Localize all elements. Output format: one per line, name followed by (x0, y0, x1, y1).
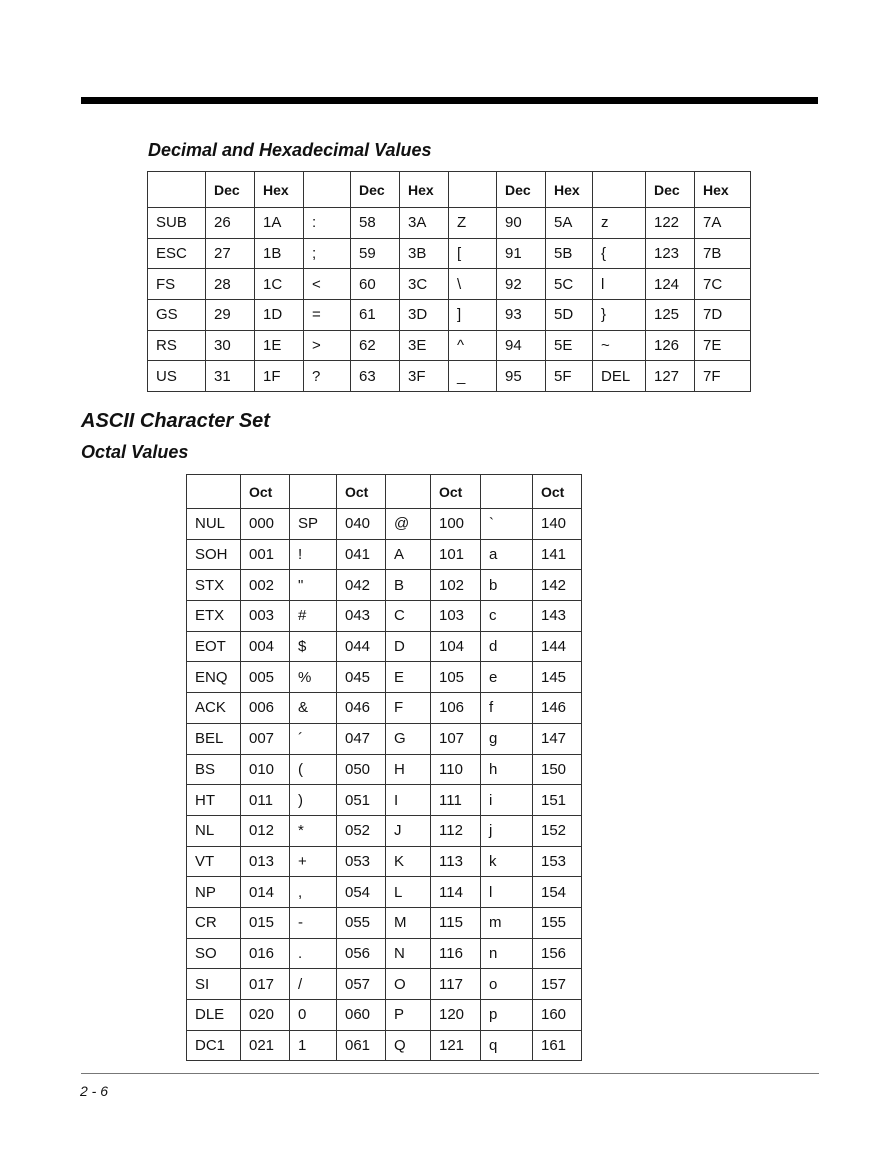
table-row (187, 509, 582, 540)
octal-cell: HT (187, 785, 241, 816)
octal-cell: 153 (533, 846, 582, 877)
octal-cell: % (290, 662, 337, 693)
dec-hex-cell: 31 (206, 361, 255, 392)
octal-cell: 151 (533, 785, 582, 816)
octal-cell: 002 (241, 570, 290, 601)
dec-hex-cell: 122 (646, 208, 695, 239)
dec-hex-header-cell: Hex (695, 172, 751, 208)
octal-cell: 053 (337, 846, 386, 877)
dec-hex-cell: 91 (497, 238, 546, 269)
octal-cell: 054 (337, 877, 386, 908)
octal-cell: 161 (533, 1030, 582, 1061)
octal-cell: # (290, 601, 337, 632)
dec-hex-cell: 5A (546, 208, 593, 239)
octal-cell: $ (290, 631, 337, 662)
octal-title: Octal Values (81, 442, 189, 462)
octal-cell: 041 (337, 539, 386, 570)
dec-hex-header-cell: Dec (206, 172, 255, 208)
dec-hex-cell: 1A (255, 208, 304, 239)
octal-cell: 102 (431, 570, 481, 601)
dec-hex-cell: 90 (497, 208, 546, 239)
octal-cell: . (290, 938, 337, 969)
octal-cell: SOH (187, 539, 241, 570)
dec-hex-cell: { (593, 238, 646, 269)
octal-cell: SO (187, 938, 241, 969)
octal-cell: f (481, 693, 533, 724)
octal-cell: 044 (337, 631, 386, 662)
dec-hex-cell: 124 (646, 269, 695, 300)
dec-hex-header-row (148, 172, 751, 208)
octal-cell: g (481, 723, 533, 754)
octal-cell: 142 (533, 570, 582, 601)
octal-cell: DLE (187, 1000, 241, 1031)
table-row (187, 631, 582, 662)
table-row (148, 269, 751, 300)
dec-hex-cell: 1B (255, 238, 304, 269)
table-row (187, 877, 582, 908)
dec-hex-cell: 123 (646, 238, 695, 269)
octal-cell: ` (481, 509, 533, 540)
dec-hex-cell: : (304, 208, 351, 239)
octal-cell: 017 (241, 969, 290, 1000)
dec-hex-cell: GS (148, 300, 206, 331)
dec-hex-cell: US (148, 361, 206, 392)
octal-cell: 060 (337, 1000, 386, 1031)
dec-hex-cell: 7B (695, 238, 751, 269)
octal-cell: 040 (337, 509, 386, 540)
octal-cell: q (481, 1030, 533, 1061)
dec-hex-cell: 5E (546, 330, 593, 361)
octal-cell: o (481, 969, 533, 1000)
octal-cell: 014 (241, 877, 290, 908)
octal-cell: + (290, 846, 337, 877)
dec-hex-cell: FS (148, 269, 206, 300)
dec-hex-cell: 127 (646, 361, 695, 392)
octal-cell: d (481, 631, 533, 662)
octal-cell: EOT (187, 631, 241, 662)
octal-cell: 120 (431, 1000, 481, 1031)
octal-cell: 147 (533, 723, 582, 754)
octal-cell: D (386, 631, 431, 662)
octal-cell: 146 (533, 693, 582, 724)
octal-cell: I (386, 785, 431, 816)
dec-hex-header-cell (593, 172, 646, 208)
octal-cell: SI (187, 969, 241, 1000)
octal-cell: C (386, 601, 431, 632)
octal-cell: 057 (337, 969, 386, 1000)
octal-cell: 101 (431, 539, 481, 570)
octal-cell: SP (290, 509, 337, 540)
octal-cell: l (481, 877, 533, 908)
octal-cell: ACK (187, 693, 241, 724)
table-row (187, 815, 582, 846)
octal-cell: L (386, 877, 431, 908)
dec-hex-cell: 7C (695, 269, 751, 300)
octal-cell: B (386, 570, 431, 601)
dec-hex-cell: 60 (351, 269, 400, 300)
octal-cell: 145 (533, 662, 582, 693)
octal-cell: P (386, 1000, 431, 1031)
dec-hex-cell: z (593, 208, 646, 239)
dec-hex-cell: DEL (593, 361, 646, 392)
section-title: ASCII Character Set (81, 410, 270, 432)
octal-cell: ! (290, 539, 337, 570)
octal-cell: ( (290, 754, 337, 785)
dec-hex-cell: 59 (351, 238, 400, 269)
octal-cell: 012 (241, 815, 290, 846)
footer-rule (81, 1073, 819, 1074)
dec-hex-cell: 95 (497, 361, 546, 392)
octal-cell: M (386, 907, 431, 938)
octal-cell: 003 (241, 601, 290, 632)
dec-hex-cell: 63 (351, 361, 400, 392)
octal-cell: 155 (533, 907, 582, 938)
table-row (187, 1000, 582, 1031)
dec-hex-cell: > (304, 330, 351, 361)
octal-cell: 001 (241, 539, 290, 570)
octal-cell: 047 (337, 723, 386, 754)
octal-cell: 115 (431, 907, 481, 938)
octal-cell: 156 (533, 938, 582, 969)
octal-cell: 107 (431, 723, 481, 754)
octal-cell: 061 (337, 1030, 386, 1061)
dec-hex-cell: ] (449, 300, 497, 331)
octal-cell: 106 (431, 693, 481, 724)
octal-cell: NP (187, 877, 241, 908)
dec-hex-cell: 3B (400, 238, 449, 269)
dec-hex-cell: ; (304, 238, 351, 269)
octal-cell: A (386, 539, 431, 570)
table-row (187, 907, 582, 938)
octal-cell: 045 (337, 662, 386, 693)
octal-cell: h (481, 754, 533, 785)
dec-hex-cell: 58 (351, 208, 400, 239)
table-row (187, 693, 582, 724)
table-row (187, 969, 582, 1000)
octal-header-cell (187, 475, 241, 509)
dec-hex-cell: } (593, 300, 646, 331)
table-row (187, 938, 582, 969)
octal-cell: 0 (290, 1000, 337, 1031)
octal-cell: J (386, 815, 431, 846)
octal-cell: 1 (290, 1030, 337, 1061)
octal-cell: 020 (241, 1000, 290, 1031)
dec-hex-cell: Z (449, 208, 497, 239)
dec-hex-cell: 3C (400, 269, 449, 300)
octal-cell: 052 (337, 815, 386, 846)
octal-cell: 013 (241, 846, 290, 877)
octal-cell: 000 (241, 509, 290, 540)
octal-cell: 116 (431, 938, 481, 969)
octal-cell: & (290, 693, 337, 724)
octal-cell: CR (187, 907, 241, 938)
octal-header-cell (386, 475, 431, 509)
octal-cell: 111 (431, 785, 481, 816)
table-row (148, 300, 751, 331)
dec-hex-header-cell (148, 172, 206, 208)
octal-cell: 005 (241, 662, 290, 693)
dec-hex-cell: 3F (400, 361, 449, 392)
table-row (187, 846, 582, 877)
octal-cell: 144 (533, 631, 582, 662)
octal-cell: 157 (533, 969, 582, 1000)
dec-hex-cell: 61 (351, 300, 400, 331)
dec-hex-cell: ESC (148, 238, 206, 269)
dec-hex-cell: 3D (400, 300, 449, 331)
header-rule (81, 97, 818, 104)
dec-hex-cell: \ (449, 269, 497, 300)
table-row (148, 361, 751, 392)
dec-hex-cell: 27 (206, 238, 255, 269)
dec-hex-cell: SUB (148, 208, 206, 239)
octal-cell: 051 (337, 785, 386, 816)
octal-cell: 114 (431, 877, 481, 908)
dec-hex-header-cell (449, 172, 497, 208)
octal-cell: 104 (431, 631, 481, 662)
octal-cell: 112 (431, 815, 481, 846)
dec-hex-cell: 29 (206, 300, 255, 331)
table-row (187, 1030, 582, 1061)
octal-cell: b (481, 570, 533, 601)
table-row (187, 754, 582, 785)
octal-header-cell (481, 475, 533, 509)
octal-cell: 010 (241, 754, 290, 785)
dec-hex-cell: _ (449, 361, 497, 392)
page-number: 2 - 6 (80, 1083, 109, 1099)
dec-hex-cell: = (304, 300, 351, 331)
dec-hex-title: Decimal and Hexadecimal Values (148, 140, 432, 160)
table-row (187, 539, 582, 570)
octal-cell: 042 (337, 570, 386, 601)
octal-cell: 141 (533, 539, 582, 570)
octal-cell: i (481, 785, 533, 816)
octal-cell: F (386, 693, 431, 724)
octal-cell: 021 (241, 1030, 290, 1061)
octal-cell: 016 (241, 938, 290, 969)
dec-hex-cell: 5F (546, 361, 593, 392)
octal-cell: 103 (431, 601, 481, 632)
octal-header-cell (290, 475, 337, 509)
octal-cell: ) (290, 785, 337, 816)
dec-hex-cell: 1C (255, 269, 304, 300)
octal-cell: c (481, 601, 533, 632)
dec-hex-cell: 3E (400, 330, 449, 361)
octal-cell: p (481, 1000, 533, 1031)
dec-hex-header-cell: Hex (255, 172, 304, 208)
octal-cell: 004 (241, 631, 290, 662)
octal-cell: 113 (431, 846, 481, 877)
octal-cell: K (386, 846, 431, 877)
table-row (187, 601, 582, 632)
table-row (187, 723, 582, 754)
octal-cell: a (481, 539, 533, 570)
octal-header-cell: Oct (533, 475, 582, 509)
octal-cell: 006 (241, 693, 290, 724)
dec-hex-table (147, 171, 751, 392)
dec-hex-cell: 3A (400, 208, 449, 239)
octal-cell: 056 (337, 938, 386, 969)
table-row (187, 662, 582, 693)
dec-hex-header-cell: Dec (351, 172, 400, 208)
octal-cell: Q (386, 1030, 431, 1061)
octal-cell: - (290, 907, 337, 938)
dec-hex-cell: 126 (646, 330, 695, 361)
dec-hex-cell: 5C (546, 269, 593, 300)
octal-cell: 150 (533, 754, 582, 785)
dec-hex-cell: 1F (255, 361, 304, 392)
dec-hex-cell: 94 (497, 330, 546, 361)
octal-table (186, 474, 582, 1061)
octal-cell: BS (187, 754, 241, 785)
octal-cell: / (290, 969, 337, 1000)
octal-cell: VT (187, 846, 241, 877)
dec-hex-header-cell: Dec (646, 172, 695, 208)
octal-cell: ENQ (187, 662, 241, 693)
dec-hex-cell: 28 (206, 269, 255, 300)
dec-hex-cell: l (593, 269, 646, 300)
octal-cell: 011 (241, 785, 290, 816)
octal-cell: @ (386, 509, 431, 540)
octal-header-cell: Oct (431, 475, 481, 509)
octal-cell: j (481, 815, 533, 846)
octal-cell: STX (187, 570, 241, 601)
octal-cell: ETX (187, 601, 241, 632)
octal-cell: 105 (431, 662, 481, 693)
octal-cell: E (386, 662, 431, 693)
octal-header-cell: Oct (337, 475, 386, 509)
octal-cell: e (481, 662, 533, 693)
dec-hex-cell: 7D (695, 300, 751, 331)
octal-cell: ´ (290, 723, 337, 754)
octal-cell: 055 (337, 907, 386, 938)
octal-cell: 050 (337, 754, 386, 785)
dec-hex-cell: 92 (497, 269, 546, 300)
octal-cell: NL (187, 815, 241, 846)
dec-hex-cell: 62 (351, 330, 400, 361)
octal-cell: DC1 (187, 1030, 241, 1061)
octal-cell: 154 (533, 877, 582, 908)
dec-hex-cell: 5D (546, 300, 593, 331)
dec-hex-cell: 5B (546, 238, 593, 269)
octal-cell: 007 (241, 723, 290, 754)
octal-header-row (187, 475, 582, 509)
octal-cell: NUL (187, 509, 241, 540)
table-row (148, 330, 751, 361)
octal-cell: n (481, 938, 533, 969)
dec-hex-cell: 1D (255, 300, 304, 331)
octal-cell: G (386, 723, 431, 754)
octal-cell: 152 (533, 815, 582, 846)
octal-cell: O (386, 969, 431, 1000)
dec-hex-header-cell: Hex (546, 172, 593, 208)
octal-cell: BEL (187, 723, 241, 754)
dec-hex-cell: ~ (593, 330, 646, 361)
dec-hex-cell: 7F (695, 361, 751, 392)
dec-hex-cell: ? (304, 361, 351, 392)
dec-hex-header-cell: Hex (400, 172, 449, 208)
dec-hex-cell: ^ (449, 330, 497, 361)
dec-hex-cell: 7A (695, 208, 751, 239)
octal-cell: 117 (431, 969, 481, 1000)
octal-cell: N (386, 938, 431, 969)
table-row (148, 238, 751, 269)
dec-hex-cell: RS (148, 330, 206, 361)
octal-cell: m (481, 907, 533, 938)
octal-cell: 100 (431, 509, 481, 540)
octal-cell: 046 (337, 693, 386, 724)
octal-cell: 110 (431, 754, 481, 785)
octal-cell: * (290, 815, 337, 846)
dec-hex-header-cell: Dec (497, 172, 546, 208)
octal-cell: 121 (431, 1030, 481, 1061)
dec-hex-cell: 125 (646, 300, 695, 331)
table-row (148, 208, 751, 239)
table-row (187, 570, 582, 601)
dec-hex-cell: < (304, 269, 351, 300)
dec-hex-cell: [ (449, 238, 497, 269)
octal-cell: , (290, 877, 337, 908)
octal-cell: 160 (533, 1000, 582, 1031)
dec-hex-cell: 30 (206, 330, 255, 361)
octal-header-cell: Oct (241, 475, 290, 509)
octal-cell: 140 (533, 509, 582, 540)
dec-hex-cell: 93 (497, 300, 546, 331)
dec-hex-header-cell (304, 172, 351, 208)
octal-cell: " (290, 570, 337, 601)
octal-cell: 015 (241, 907, 290, 938)
table-row (187, 785, 582, 816)
dec-hex-cell: 1E (255, 330, 304, 361)
octal-cell: H (386, 754, 431, 785)
dec-hex-cell: 26 (206, 208, 255, 239)
octal-cell: 143 (533, 601, 582, 632)
dec-hex-cell: 7E (695, 330, 751, 361)
octal-cell: k (481, 846, 533, 877)
octal-cell: 043 (337, 601, 386, 632)
